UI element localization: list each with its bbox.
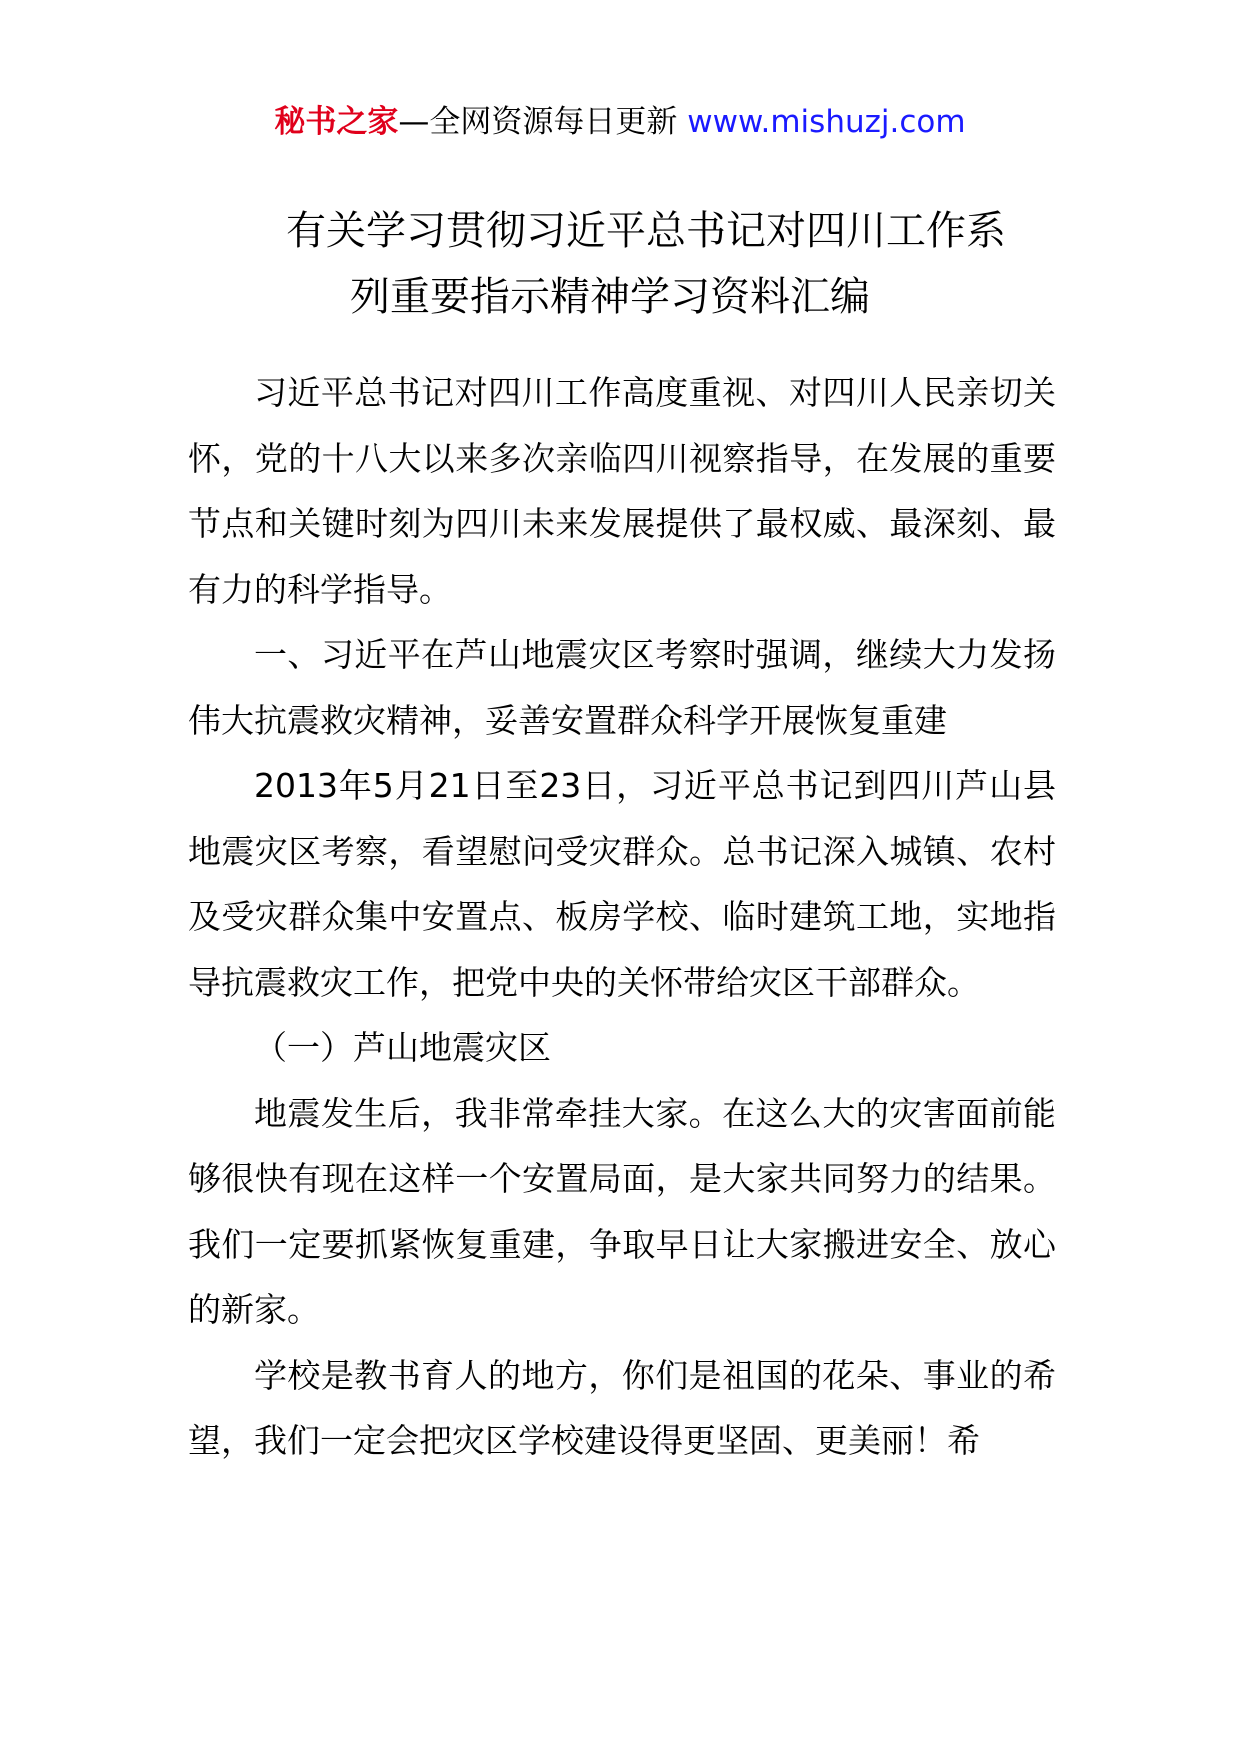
site-slogan: —全网资源每日更新 <box>398 104 678 140</box>
document-title <box>188 198 1068 330</box>
title-line-1: 有关学习贯彻习近平总书记对四川工作系 <box>286 208 1006 254</box>
site-url-link[interactable]: www.mishuzj.com <box>687 104 966 140</box>
paragraph-visit: 2013年5月21日至23日，习近平总书记到四川芦山县地震灾区考察，看望慰问受灾群众。总书记深入城镇、农村及受灾群众集中安置点、板房学校、临时建筑工地，实地指导抗震救灾工作，把党中央的关怀带给灾区干部群众。 <box>188 766 1056 1002</box>
subsection-heading-1: （一）芦山地震灾区 <box>254 1028 551 1067</box>
site-brand: 秘书之家 <box>274 104 399 140</box>
document-body <box>188 360 1056 1474</box>
site-header <box>0 100 1240 144</box>
paragraph-quote-1: 地震发生后，我非常牵挂大家。在这么大的灾害面前能够很快有现在这样一个安置局面，是大家共同努力的结果。我们一定要抓紧恢复重建，争取早日让大家搬进安全、放心的新家。 <box>188 1093 1056 1329</box>
title-line-2: 列重要指示精神学习资料汇编 <box>350 274 870 320</box>
paragraph-quote-2: 学校是教书育人的地方，你们是祖国的花朵、事业的希望，我们一定会把灾区学校建设得更坚固、更美丽！希 <box>188 1355 1056 1460</box>
section-heading-1: 一、习近平在芦山地震灾区考察时强调，继续大力发扬伟大抗震救灾精神，妥善安置群众科学开展恢复重建 <box>188 635 1056 740</box>
paragraph-intro: 习近平总书记对四川工作高度重视、对四川人民亲切关怀，党的十八大以来多次亲临四川视察指导，在发展的重要节点和关键时刻为四川未来发展提供了最权威、最深刻、最有力的科学指导。 <box>188 373 1056 609</box>
